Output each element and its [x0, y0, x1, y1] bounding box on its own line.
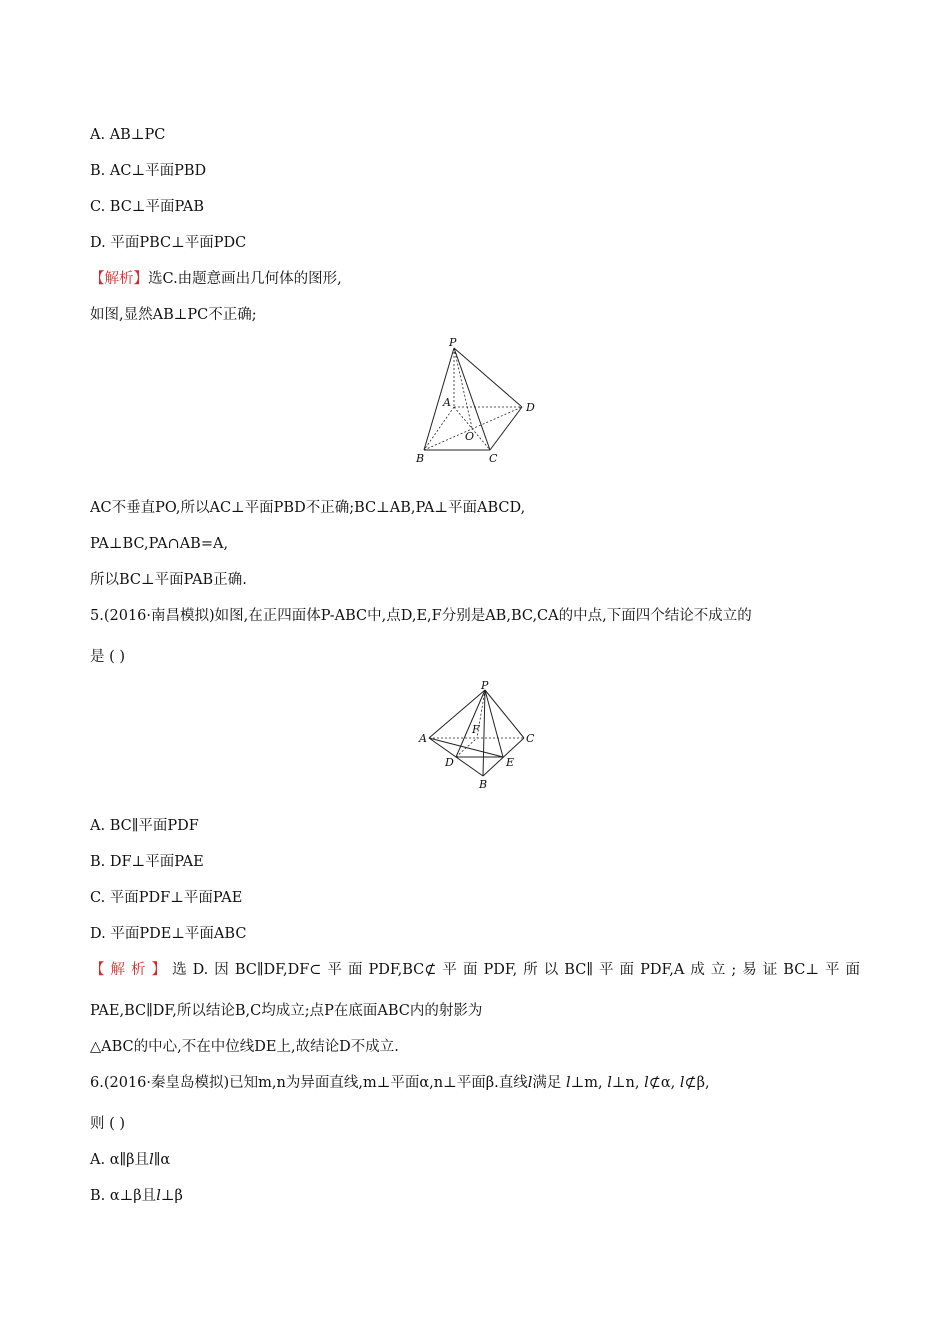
q4-analysis-line-3: AC不垂直PO,所以AC⊥平面PBD不正确;BC⊥AB,PA⊥平面ABCD, — [90, 500, 526, 516]
q6-stem-text: 6.(2016·秦皇岛模拟)已知m,n为异面直线,m⊥平面α,n⊥平面β.直线 — [90, 1075, 528, 1091]
segment-pd — [456, 690, 485, 757]
q4-analysis-line-4: PA⊥BC,PA∩AB=A, — [90, 536, 229, 552]
diag-bd — [424, 407, 522, 450]
line-l-symbol: l — [679, 1075, 685, 1091]
edge-pc — [485, 690, 524, 738]
q5-option-c: C. 平面PDF⊥平面PAE — [90, 890, 243, 906]
q6-stem-line-2: 则 ( ) — [90, 1116, 126, 1132]
line-l-symbol: l — [644, 1075, 649, 1091]
label-f: F — [472, 723, 480, 736]
q6-stem-text: ⊄α, — [648, 1075, 676, 1091]
line-l-symbol: l — [607, 1075, 612, 1091]
option-text: B. α⊥β且 — [90, 1188, 157, 1204]
q6-stem-text: ⊥n, — [611, 1075, 640, 1091]
label-a: A — [443, 396, 451, 409]
line-l-symbol: l — [527, 1075, 533, 1091]
label-b: B — [479, 778, 488, 790]
label-a: A — [419, 732, 427, 745]
q5-stem-line-1: 5.(2016·南昌模拟)如图,在正四面体P-ABC中,点D,E,F分别是AB,BC,CA的中点,下面四个结论不成立的 — [90, 608, 752, 624]
q6-stem-line-1 — [90, 1073, 710, 1093]
analysis-text: 选C.由题意画出几何体的图形, — [148, 271, 342, 287]
label-e: E — [506, 756, 515, 769]
line-l-symbol: l — [156, 1188, 161, 1204]
label-d: D — [526, 401, 535, 414]
label-p: P — [449, 338, 457, 349]
option-text: ⊥β — [160, 1188, 183, 1204]
diag-ac — [454, 407, 490, 450]
option-text: ∥α — [153, 1152, 171, 1168]
label-o: O — [465, 430, 475, 443]
q4-option-c: C. BC⊥平面PAB — [90, 199, 205, 215]
q6-stem-text: ⊥m, — [570, 1075, 603, 1091]
q4-option-d: D. 平面PBC⊥平面PDC — [90, 235, 247, 251]
analysis-text: 选D.因BC∥DF,DF⊂平面PDF,BC⊄平面PDF,所以BC∥平面PDF,A成立;易证BC⊥平面 — [172, 962, 860, 978]
q4-analysis-line-1 — [90, 269, 342, 289]
q6-option-b — [90, 1186, 183, 1206]
label-b: B — [416, 452, 425, 465]
edge-cd — [490, 407, 522, 450]
label-c: C — [489, 452, 498, 465]
line-l-symbol: l — [565, 1075, 571, 1091]
edge-pb — [483, 690, 485, 776]
q6-option-a — [90, 1150, 170, 1170]
q5-option-b: B. DF⊥平面PAE — [90, 854, 204, 870]
q6-stem-text: ⊄β, — [684, 1075, 710, 1091]
label-p: P — [481, 680, 489, 692]
tetrahedron-figure — [415, 680, 545, 790]
analysis-tag: 【解析】 — [90, 962, 173, 978]
q5-analysis-line-3: △ABC的中心,不在中位线DE上,故结论D不成立. — [90, 1039, 399, 1055]
pyramid-figure — [412, 338, 542, 468]
label-c: C — [526, 732, 535, 745]
label-d: D — [445, 756, 454, 769]
q5-stem-line-2: 是 ( ) — [90, 649, 126, 665]
q4-option-b: B. AC⊥平面PBD — [90, 163, 207, 179]
q4-analysis-line-5: 所以BC⊥平面PAB正确. — [90, 572, 247, 588]
q4-option-a: A. AB⊥PC — [90, 127, 166, 143]
q6-stem-text: 满足 — [532, 1075, 562, 1091]
analysis-tag: 【解析】 — [90, 271, 148, 287]
q5-option-d: D. 平面PDE⊥平面ABC — [90, 926, 247, 942]
q5-option-a: A. BC∥平面PDF — [90, 818, 199, 834]
segment-po — [454, 348, 472, 428]
q5-analysis-line-2: PAE,BC∥DF,所以结论B,C均成立;点P在底面ABC内的射影为 — [90, 1003, 483, 1019]
line-l-symbol: l — [149, 1152, 154, 1168]
q5-analysis-line-1 — [90, 960, 860, 980]
option-text: A. α∥β且 — [90, 1152, 150, 1168]
q4-analysis-line-2: 如图,显然AB⊥PC不正确; — [90, 307, 257, 323]
segment-pe — [485, 690, 503, 757]
